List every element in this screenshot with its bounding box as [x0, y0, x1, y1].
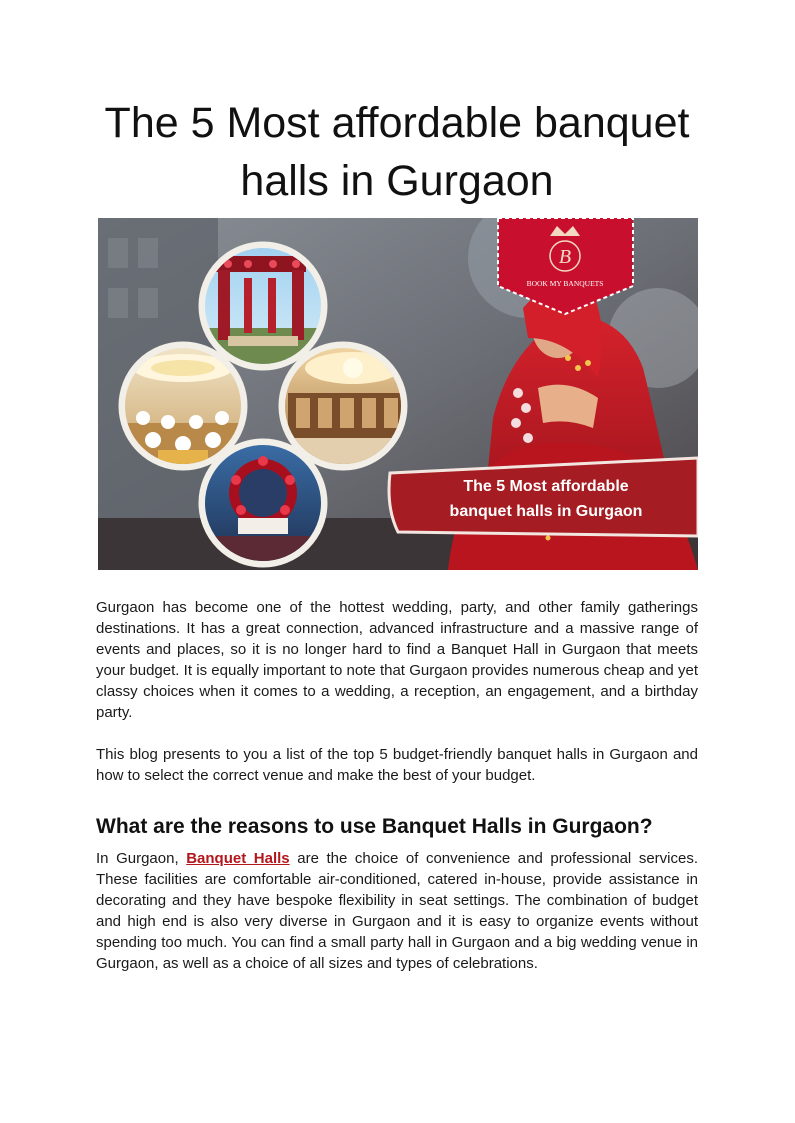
- brand-monogram: B: [558, 246, 572, 268]
- brand-name: BOOK MY BANQUETS: [526, 279, 604, 288]
- hero-image: [98, 218, 698, 570]
- banquet-halls-link[interactable]: Banquet Halls: [186, 850, 290, 867]
- section-prefix: In Gurgaon,: [96, 850, 187, 867]
- blog-intro-paragraph: This blog presents to you a list of the top 5 budget-friendly banquet halls in Gurgaon and how to select the correct venue and make the best of your budget.: [96, 746, 698, 784]
- banner-line-1: The 5 Most affordable: [463, 478, 629, 495]
- hero-illustration: [98, 218, 698, 570]
- banner-line-2: banquet halls in Gurgaon: [449, 503, 643, 520]
- section-rest: are the choice of convenience and professional services. These facilities are comfortable air-conditioned, catered in-house, provide assistance in decorating and they have bespoke flexibility in seat settings. The combination of budget and high end is also very diverse in Gurgaon and it is easy to organize events without spending too much. You can find a small party hall in Gurgaon and a big wedding venue in Gurgaon, as well as a choice of all sizes and types of celebrations.: [96, 850, 698, 972]
- intro-paragraph: Gurgaon has become one of the hottest wedding, party, and other family gatherings destinations. It has a great connection, advanced infrastructure and a massive range of events and places, so it is no longer hard to find a Banquet Hall in Gurgaon that meets your budget. It is equally important to note that Gurgaon provides numerous cheap and yet classy choices when it comes to a wedding, a reception, an engagement, and a birthday party.: [96, 599, 698, 721]
- page-title: The 5 Most affordable banquet halls in Gurgaon: [104, 99, 690, 205]
- section-heading: What are the reasons to use Banquet Halls in Gurgaon?: [96, 815, 653, 838]
- section-paragraph: [96, 848, 698, 974]
